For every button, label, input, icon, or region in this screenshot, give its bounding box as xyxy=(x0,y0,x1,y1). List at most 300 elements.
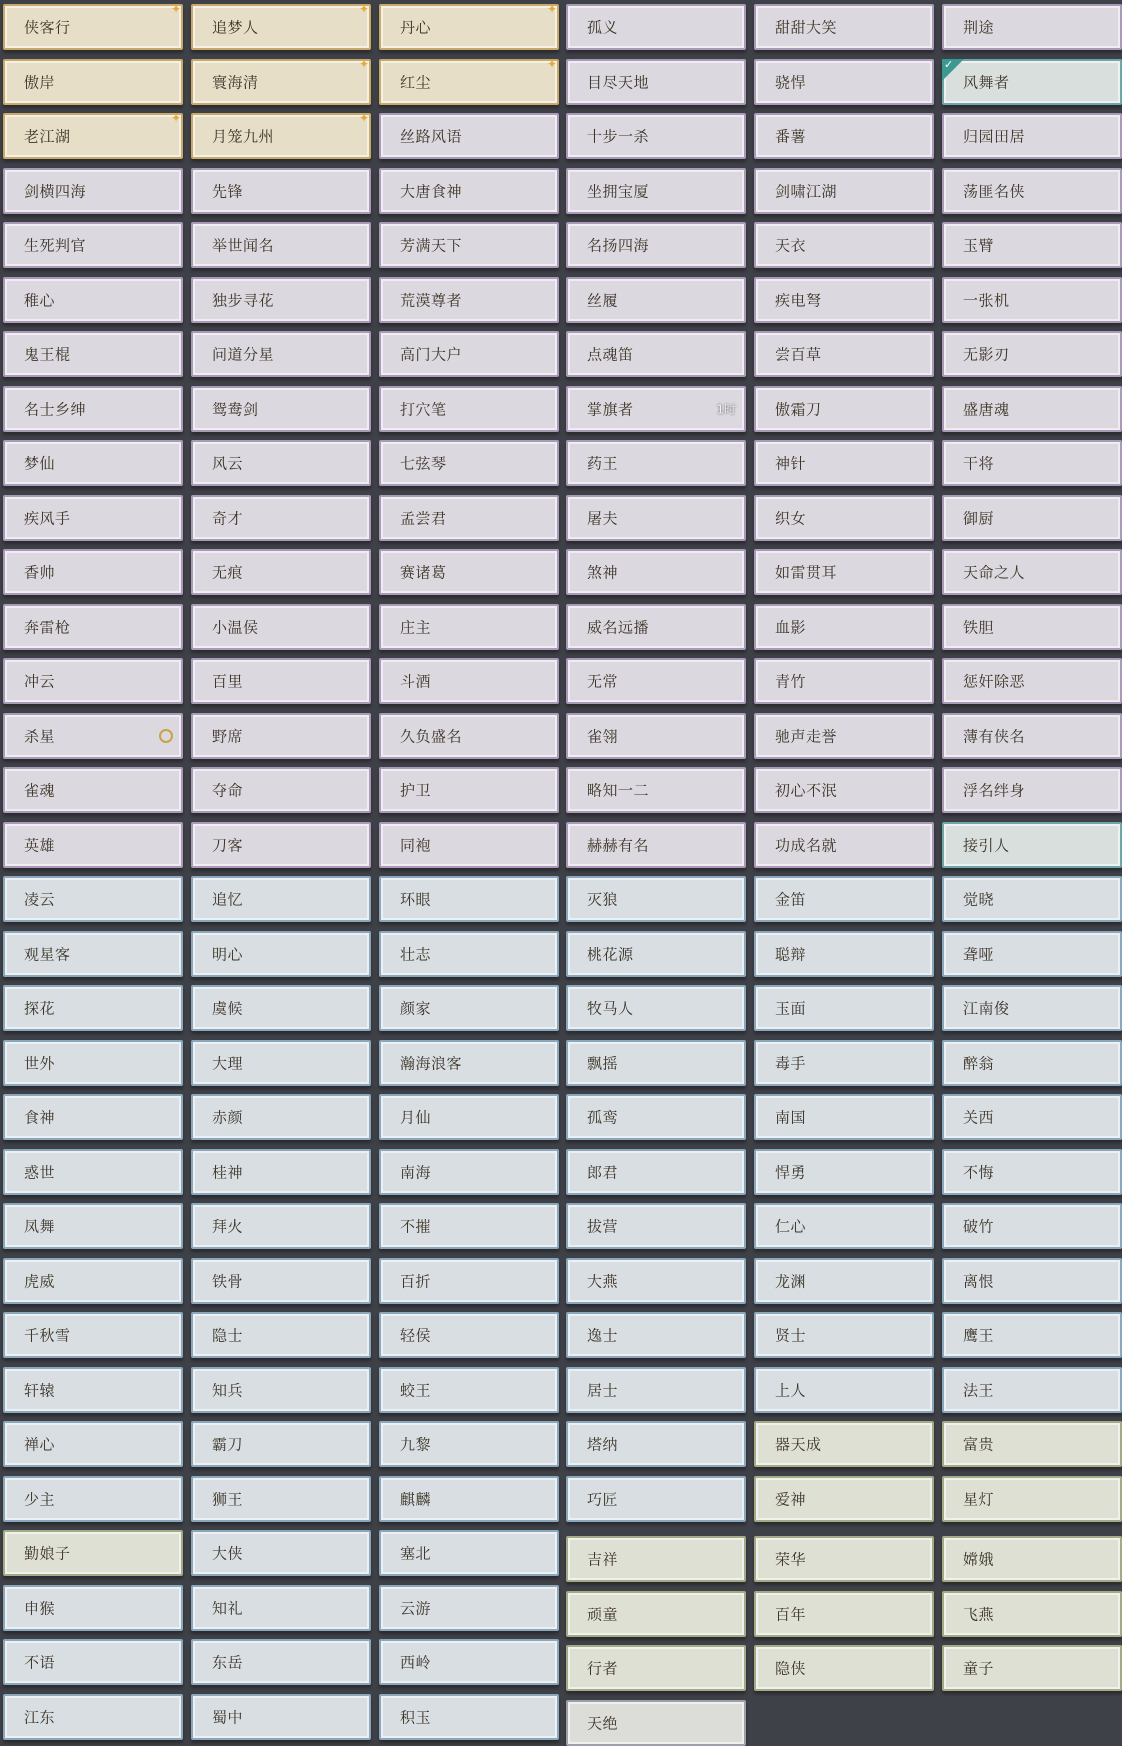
title-card[interactable] xyxy=(566,331,746,377)
title-card-label: 吉祥 xyxy=(587,1550,619,1569)
title-card-label: 毒手 xyxy=(775,1054,807,1072)
title-card[interactable] xyxy=(3,1312,183,1358)
title-card[interactable] xyxy=(3,1203,183,1249)
title-card[interactable] xyxy=(3,1476,183,1522)
title-card[interactable] xyxy=(566,985,746,1031)
title-card-label: 番薯 xyxy=(775,127,807,146)
title-card[interactable] xyxy=(942,604,1122,650)
title-card[interactable] xyxy=(566,1149,746,1195)
title-card[interactable] xyxy=(942,495,1122,541)
title-card[interactable] xyxy=(942,822,1122,868)
title-card[interactable] xyxy=(191,113,371,159)
title-card[interactable] xyxy=(191,1694,371,1740)
title-card[interactable] xyxy=(191,1476,371,1522)
title-card[interactable] xyxy=(754,1476,934,1522)
title-card[interactable] xyxy=(566,713,746,759)
title-card[interactable] xyxy=(942,4,1122,50)
title-card[interactable] xyxy=(754,767,934,813)
title-card[interactable] xyxy=(754,713,934,759)
title-card[interactable] xyxy=(566,1700,746,1746)
title-card[interactable] xyxy=(3,168,183,214)
title-card[interactable] xyxy=(754,440,934,486)
title-card-label: 虎威 xyxy=(24,1272,56,1290)
title-card-label: 壮志 xyxy=(400,945,432,963)
title-card-label: 奇才 xyxy=(212,509,244,527)
title-card[interactable] xyxy=(754,985,934,1031)
title-card[interactable] xyxy=(754,168,934,214)
title-card-label: 屠夫 xyxy=(587,509,619,527)
title-card-label: 风云 xyxy=(212,454,244,473)
title-card[interactable] xyxy=(754,1040,934,1086)
title-card[interactable] xyxy=(942,1203,1122,1249)
title-card[interactable] xyxy=(754,1203,934,1249)
title-card-label: 东岳 xyxy=(212,1653,244,1672)
title-card-label: 大侠 xyxy=(212,1544,244,1563)
title-card-label: 干将 xyxy=(963,454,995,473)
title-card[interactable] xyxy=(566,1094,746,1140)
title-card[interactable] xyxy=(3,822,183,868)
equipped-check-icon xyxy=(942,59,964,81)
title-card-label: 荣华 xyxy=(775,1550,807,1569)
title-card[interactable] xyxy=(3,113,183,159)
title-card-label: 月仙 xyxy=(400,1108,432,1127)
title-card-label: 剑横四海 xyxy=(24,182,87,200)
title-card[interactable] xyxy=(754,1312,934,1358)
title-card[interactable] xyxy=(942,331,1122,377)
title-card[interactable] xyxy=(942,1421,1122,1467)
title-card[interactable] xyxy=(191,4,371,50)
title-card[interactable] xyxy=(3,549,183,595)
title-card[interactable] xyxy=(191,56,371,105)
title-card[interactable] xyxy=(754,4,934,50)
title-card-label: 云游 xyxy=(400,1599,432,1617)
title-card[interactable] xyxy=(379,495,559,541)
title-card[interactable] xyxy=(379,56,559,105)
title-card[interactable] xyxy=(942,1040,1122,1086)
title-card[interactable] xyxy=(942,168,1122,214)
title-card[interactable] xyxy=(3,713,183,759)
title-card[interactable] xyxy=(566,1040,746,1086)
title-card[interactable] xyxy=(754,1536,934,1582)
title-card[interactable] xyxy=(3,767,183,813)
title-card-label: 夺命 xyxy=(212,781,244,800)
title-card[interactable] xyxy=(754,331,934,377)
title-card[interactable] xyxy=(942,277,1122,323)
title-card-label: 狮王 xyxy=(212,1490,244,1508)
title-card[interactable] xyxy=(379,658,559,704)
title-card[interactable] xyxy=(754,1645,934,1691)
title-card[interactable] xyxy=(191,604,371,650)
title-card-label: 知礼 xyxy=(212,1599,244,1617)
title-card-label: 荒漠尊者 xyxy=(400,291,463,309)
title-card-label: 目尽天地 xyxy=(587,73,650,91)
title-card-label: 名士乡绅 xyxy=(24,400,87,418)
title-card[interactable] xyxy=(566,59,746,105)
title-card-label: 上人 xyxy=(775,1381,807,1399)
title-card[interactable] xyxy=(754,658,934,704)
title-card[interactable] xyxy=(3,1421,183,1467)
title-card-label: 麒麟 xyxy=(400,1490,432,1508)
title-card-label: 破竹 xyxy=(963,1217,995,1236)
title-card[interactable] xyxy=(942,767,1122,813)
title-card[interactable] xyxy=(942,59,1122,105)
title-card-label: 禅心 xyxy=(24,1435,56,1454)
new-star-icon: ✦ xyxy=(170,2,182,16)
title-card-label: 醉翁 xyxy=(963,1054,995,1072)
title-card-label: 剑啸江湖 xyxy=(775,182,838,200)
title-card[interactable] xyxy=(754,59,934,105)
title-card-label: 傲霜刀 xyxy=(775,400,822,418)
title-card-label: 威名远播 xyxy=(587,618,650,636)
title-card-label: 红尘 xyxy=(400,73,432,91)
new-star-icon: ✦ xyxy=(358,56,370,71)
title-card-label: 驰声走誉 xyxy=(775,727,838,745)
title-card-label: 世外 xyxy=(24,1054,56,1072)
title-card[interactable] xyxy=(754,386,934,432)
title-card[interactable] xyxy=(191,1203,371,1249)
title-card-label: 铁胆 xyxy=(963,618,995,636)
title-card[interactable] xyxy=(942,658,1122,704)
title-card[interactable] xyxy=(379,440,559,486)
title-card-label: 隐侠 xyxy=(775,1659,807,1678)
title-card[interactable] xyxy=(566,1536,746,1582)
title-card[interactable] xyxy=(191,168,371,214)
title-card-label: 九黎 xyxy=(400,1435,432,1454)
title-card[interactable] xyxy=(754,222,934,268)
title-card[interactable] xyxy=(379,1476,559,1522)
title-card-label: 御厨 xyxy=(963,509,995,527)
title-card-label: 疾风手 xyxy=(24,509,71,527)
title-card-label: 富贵 xyxy=(963,1435,995,1454)
title-card[interactable] xyxy=(3,59,183,105)
title-card[interactable] xyxy=(3,1094,183,1140)
title-card[interactable] xyxy=(379,931,559,977)
title-card-label: 荡匪名侠 xyxy=(963,182,1026,200)
title-card-label: 牧马人 xyxy=(587,999,634,1018)
title-card[interactable] xyxy=(3,277,183,323)
title-card[interactable] xyxy=(942,222,1122,268)
title-card[interactable] xyxy=(566,1645,746,1691)
title-card-label: 聪辩 xyxy=(775,945,807,963)
title-card-label: 小温侯 xyxy=(212,618,259,636)
title-card[interactable] xyxy=(3,386,183,432)
title-card-label: 孟尝君 xyxy=(400,509,447,527)
title-card[interactable] xyxy=(191,440,371,486)
title-card[interactable] xyxy=(754,876,934,922)
title-card-label: 无影刃 xyxy=(963,345,1010,364)
title-card[interactable] xyxy=(566,1312,746,1358)
title-card[interactable] xyxy=(191,1585,371,1631)
title-card[interactable] xyxy=(191,985,371,1031)
title-card[interactable] xyxy=(942,1645,1122,1691)
title-card[interactable] xyxy=(3,1258,183,1304)
title-card[interactable] xyxy=(191,767,371,813)
title-card-label: 刀客 xyxy=(212,836,244,854)
title-card[interactable] xyxy=(942,113,1122,159)
title-card[interactable] xyxy=(379,713,559,759)
title-card[interactable] xyxy=(3,495,183,541)
title-card-label: 骁悍 xyxy=(775,73,807,91)
title-card[interactable] xyxy=(191,658,371,704)
title-card[interactable] xyxy=(379,168,559,214)
title-card-label: 英雄 xyxy=(24,836,56,854)
title-card-label: 勤娘子 xyxy=(24,1544,71,1563)
title-card[interactable] xyxy=(754,822,934,868)
title-card[interactable] xyxy=(379,1258,559,1304)
title-card[interactable] xyxy=(379,822,559,868)
title-card[interactable] xyxy=(3,931,183,977)
title-card[interactable] xyxy=(191,277,371,323)
title-card[interactable] xyxy=(566,1258,746,1304)
title-card[interactable] xyxy=(754,495,934,541)
title-card-label: 逸士 xyxy=(587,1326,619,1345)
title-card-label: 大唐食神 xyxy=(400,182,463,200)
title-card[interactable] xyxy=(754,1367,934,1413)
title-card[interactable] xyxy=(566,222,746,268)
title-card[interactable] xyxy=(566,658,746,704)
title-card-label: 龙渊 xyxy=(775,1272,807,1290)
title-card[interactable] xyxy=(566,1421,746,1467)
title-card-label: 月笼九州 xyxy=(212,127,275,146)
title-card[interactable] xyxy=(379,1203,559,1249)
title-card-label: 尝百草 xyxy=(775,345,822,364)
title-card-label: 申猴 xyxy=(24,1599,56,1617)
new-star-icon: ✦ xyxy=(358,2,370,16)
title-card[interactable] xyxy=(379,1094,559,1140)
title-card[interactable] xyxy=(566,1476,746,1522)
title-card[interactable] xyxy=(3,222,183,268)
title-card[interactable] xyxy=(191,931,371,977)
title-card[interactable] xyxy=(191,386,371,432)
title-card[interactable] xyxy=(3,985,183,1031)
title-card[interactable] xyxy=(191,1258,371,1304)
check-mark-icon: ✓ xyxy=(944,57,954,71)
title-card[interactable] xyxy=(942,386,1122,432)
title-card[interactable] xyxy=(379,4,559,50)
title-card[interactable] xyxy=(3,1585,183,1631)
title-card-label: 神针 xyxy=(775,454,807,473)
title-card-label: 赛诸葛 xyxy=(400,563,447,582)
title-card-label: 十步一杀 xyxy=(587,127,650,146)
title-card-label: 浮名绊身 xyxy=(963,781,1026,800)
title-card[interactable] xyxy=(566,1203,746,1249)
title-card[interactable] xyxy=(191,1639,371,1685)
title-card-label: 江东 xyxy=(24,1708,56,1726)
title-card[interactable] xyxy=(379,985,559,1031)
title-card[interactable] xyxy=(191,1312,371,1358)
title-card[interactable] xyxy=(942,1591,1122,1637)
title-card[interactable] xyxy=(942,549,1122,595)
title-card[interactable] xyxy=(379,113,559,159)
title-card[interactable] xyxy=(3,331,183,377)
title-card[interactable] xyxy=(942,440,1122,486)
title-card[interactable] xyxy=(191,1094,371,1140)
title-card[interactable] xyxy=(566,549,746,595)
title-card[interactable] xyxy=(379,331,559,377)
title-card-label: 童子 xyxy=(963,1659,995,1678)
title-card-label: 生死判官 xyxy=(24,236,87,255)
title-card-label: 风舞者 xyxy=(963,73,1010,91)
title-card[interactable] xyxy=(566,1367,746,1413)
title-card[interactable] xyxy=(942,1149,1122,1195)
title-card[interactable] xyxy=(942,1094,1122,1140)
title-card[interactable] xyxy=(379,1312,559,1358)
title-card[interactable] xyxy=(3,658,183,704)
title-card-label: 掌旗者 xyxy=(587,400,634,418)
title-card[interactable] xyxy=(566,168,746,214)
title-card[interactable] xyxy=(191,331,371,377)
title-card[interactable] xyxy=(566,931,746,977)
title-card-label: 孤义 xyxy=(587,18,619,37)
title-card[interactable] xyxy=(942,713,1122,759)
title-card[interactable] xyxy=(3,1694,183,1740)
title-card-label: 凌云 xyxy=(24,890,56,909)
title-card-label: 千秋雪 xyxy=(24,1326,71,1345)
title-card-label: 玉面 xyxy=(775,999,807,1018)
title-card-label: 丝路风语 xyxy=(400,127,463,146)
title-card[interactable] xyxy=(191,1040,371,1086)
title-card-label: 大理 xyxy=(212,1054,244,1072)
title-card-label: 桃花源 xyxy=(587,945,634,963)
title-card[interactable] xyxy=(379,549,559,595)
title-card-label: 法王 xyxy=(963,1381,995,1399)
title-card[interactable] xyxy=(3,1530,183,1576)
title-card-label: 芳满天下 xyxy=(400,236,463,255)
title-card[interactable] xyxy=(754,1094,934,1140)
title-card-label: 江南俊 xyxy=(963,999,1010,1018)
title-card[interactable] xyxy=(754,604,934,650)
title-card[interactable] xyxy=(3,1639,183,1685)
title-card[interactable] xyxy=(754,1591,934,1637)
title-card[interactable] xyxy=(191,876,371,922)
title-card-label: 荆途 xyxy=(963,18,995,37)
title-card[interactable] xyxy=(3,4,183,50)
title-card-label: 香帅 xyxy=(24,563,56,582)
title-card-label: 梦仙 xyxy=(24,454,56,473)
title-card[interactable] xyxy=(379,767,559,813)
title-card[interactable] xyxy=(191,549,371,595)
title-card[interactable] xyxy=(566,604,746,650)
title-card[interactable] xyxy=(566,767,746,813)
title-card-label: 侠客行 xyxy=(24,18,71,37)
title-card[interactable] xyxy=(942,1367,1122,1413)
title-card[interactable] xyxy=(379,1585,559,1631)
title-card[interactable] xyxy=(754,549,934,595)
title-card[interactable] xyxy=(379,277,559,323)
title-card-label: 功成名就 xyxy=(775,836,838,854)
title-card-label: 药王 xyxy=(587,454,619,473)
title-card[interactable] xyxy=(191,1421,371,1467)
title-card[interactable] xyxy=(754,931,934,977)
title-card[interactable] xyxy=(3,1040,183,1086)
title-card-label: 百折 xyxy=(400,1272,432,1290)
title-card[interactable] xyxy=(942,876,1122,922)
title-card[interactable] xyxy=(754,1421,934,1467)
title-card[interactable] xyxy=(942,1536,1122,1582)
title-card[interactable] xyxy=(379,604,559,650)
title-card-label: 略知一二 xyxy=(587,781,650,800)
title-card-label: 明心 xyxy=(212,945,244,963)
title-card[interactable] xyxy=(379,1040,559,1086)
title-card-label: 赫赫有名 xyxy=(587,836,650,854)
title-card[interactable] xyxy=(942,931,1122,977)
title-card[interactable] xyxy=(379,1639,559,1685)
time-limit-badge: 1时 xyxy=(716,402,736,416)
title-card[interactable] xyxy=(942,1258,1122,1304)
title-card-label: 庄主 xyxy=(400,618,432,636)
title-card-label: 赤颜 xyxy=(212,1108,244,1127)
title-card-label: 天命之人 xyxy=(963,563,1026,582)
title-card-label: 轩辕 xyxy=(24,1381,56,1399)
title-card[interactable] xyxy=(379,1421,559,1467)
title-card-label: 飘摇 xyxy=(587,1054,619,1072)
title-card[interactable] xyxy=(379,222,559,268)
title-card[interactable] xyxy=(566,1591,746,1637)
title-card[interactable] xyxy=(379,386,559,432)
title-card[interactable] xyxy=(191,822,371,868)
title-card[interactable] xyxy=(379,1530,559,1576)
title-card[interactable] xyxy=(379,1149,559,1195)
title-card-label: 居士 xyxy=(587,1381,619,1399)
title-card[interactable] xyxy=(566,386,746,432)
title-card[interactable] xyxy=(942,985,1122,1031)
title-card[interactable] xyxy=(191,222,371,268)
title-card[interactable] xyxy=(191,1530,371,1576)
title-card[interactable] xyxy=(3,876,183,922)
title-card[interactable] xyxy=(3,1367,183,1413)
title-card[interactable] xyxy=(3,440,183,486)
title-card[interactable] xyxy=(379,1367,559,1413)
title-card-label: 轻侯 xyxy=(400,1326,432,1345)
title-card[interactable] xyxy=(566,113,746,159)
title-card-label: 织女 xyxy=(775,509,807,527)
title-card[interactable] xyxy=(754,1258,934,1304)
title-card[interactable] xyxy=(191,1149,371,1195)
title-card-label: 七弦琴 xyxy=(400,454,447,473)
title-card[interactable] xyxy=(379,876,559,922)
title-card-label: 拔营 xyxy=(587,1217,619,1236)
title-card-label: 追梦人 xyxy=(212,18,259,37)
title-card[interactable] xyxy=(566,822,746,868)
title-card-label: 雀魂 xyxy=(24,781,56,800)
title-card[interactable] xyxy=(566,876,746,922)
title-card[interactable] xyxy=(3,1149,183,1195)
title-card[interactable] xyxy=(942,1312,1122,1358)
title-card-label: 青竹 xyxy=(775,672,807,691)
title-card[interactable] xyxy=(754,277,934,323)
title-card[interactable] xyxy=(754,1149,934,1195)
title-card-label: 护卫 xyxy=(400,781,432,800)
title-card[interactable] xyxy=(191,1367,371,1413)
title-card-label: 盛唐魂 xyxy=(963,400,1010,418)
title-card[interactable] xyxy=(566,4,746,50)
title-card[interactable] xyxy=(566,440,746,486)
title-card[interactable] xyxy=(3,604,183,650)
title-card[interactable] xyxy=(191,495,371,541)
title-card-label: 南国 xyxy=(775,1108,807,1127)
title-card[interactable] xyxy=(566,495,746,541)
title-card-label: 探花 xyxy=(24,999,56,1018)
title-card[interactable] xyxy=(191,713,371,759)
title-card[interactable] xyxy=(379,1694,559,1740)
title-card-label: 稚心 xyxy=(24,291,56,309)
title-card[interactable] xyxy=(566,277,746,323)
title-card-label: 野席 xyxy=(212,727,244,745)
title-card-label: 悍勇 xyxy=(775,1163,807,1181)
title-card[interactable] xyxy=(754,113,934,159)
title-card[interactable] xyxy=(942,1476,1122,1522)
title-card-label: 铁骨 xyxy=(212,1272,244,1290)
